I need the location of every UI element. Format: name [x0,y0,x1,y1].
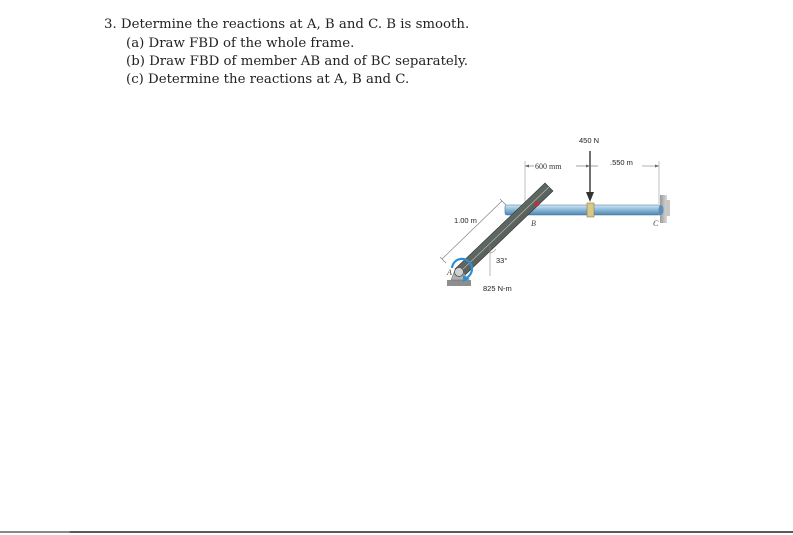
point-a-label: A [447,268,452,277]
bottom-border [0,531,793,533]
moment-label: 825 N-m [483,284,512,293]
angle-label: 33° [496,256,508,265]
point-c-label: C [653,219,659,228]
problem-title: 3. Determine the reactions at A, B and C. B is smooth. [104,17,470,32]
force-arrow [586,151,594,202]
dimension-line-550m [590,161,659,204]
bottom-border-left [0,531,70,533]
dimension-label-600mm: 600 mm [535,162,562,171]
dimension-label-550m: .550 m [610,158,633,167]
problem-part-a: (a) Draw FBD of the whole frame. [126,36,355,51]
point-b-label: B [531,219,536,228]
problem-part-c: (c) Determine the reactions at A, B and C. [126,72,410,87]
dimension-label-100m: 1.00 m [454,216,477,225]
frame-diagram [430,128,680,303]
problem-part-b: (b) Draw FBD of member AB and of BC separately. [126,54,469,69]
force-label: 450 N [579,136,600,145]
